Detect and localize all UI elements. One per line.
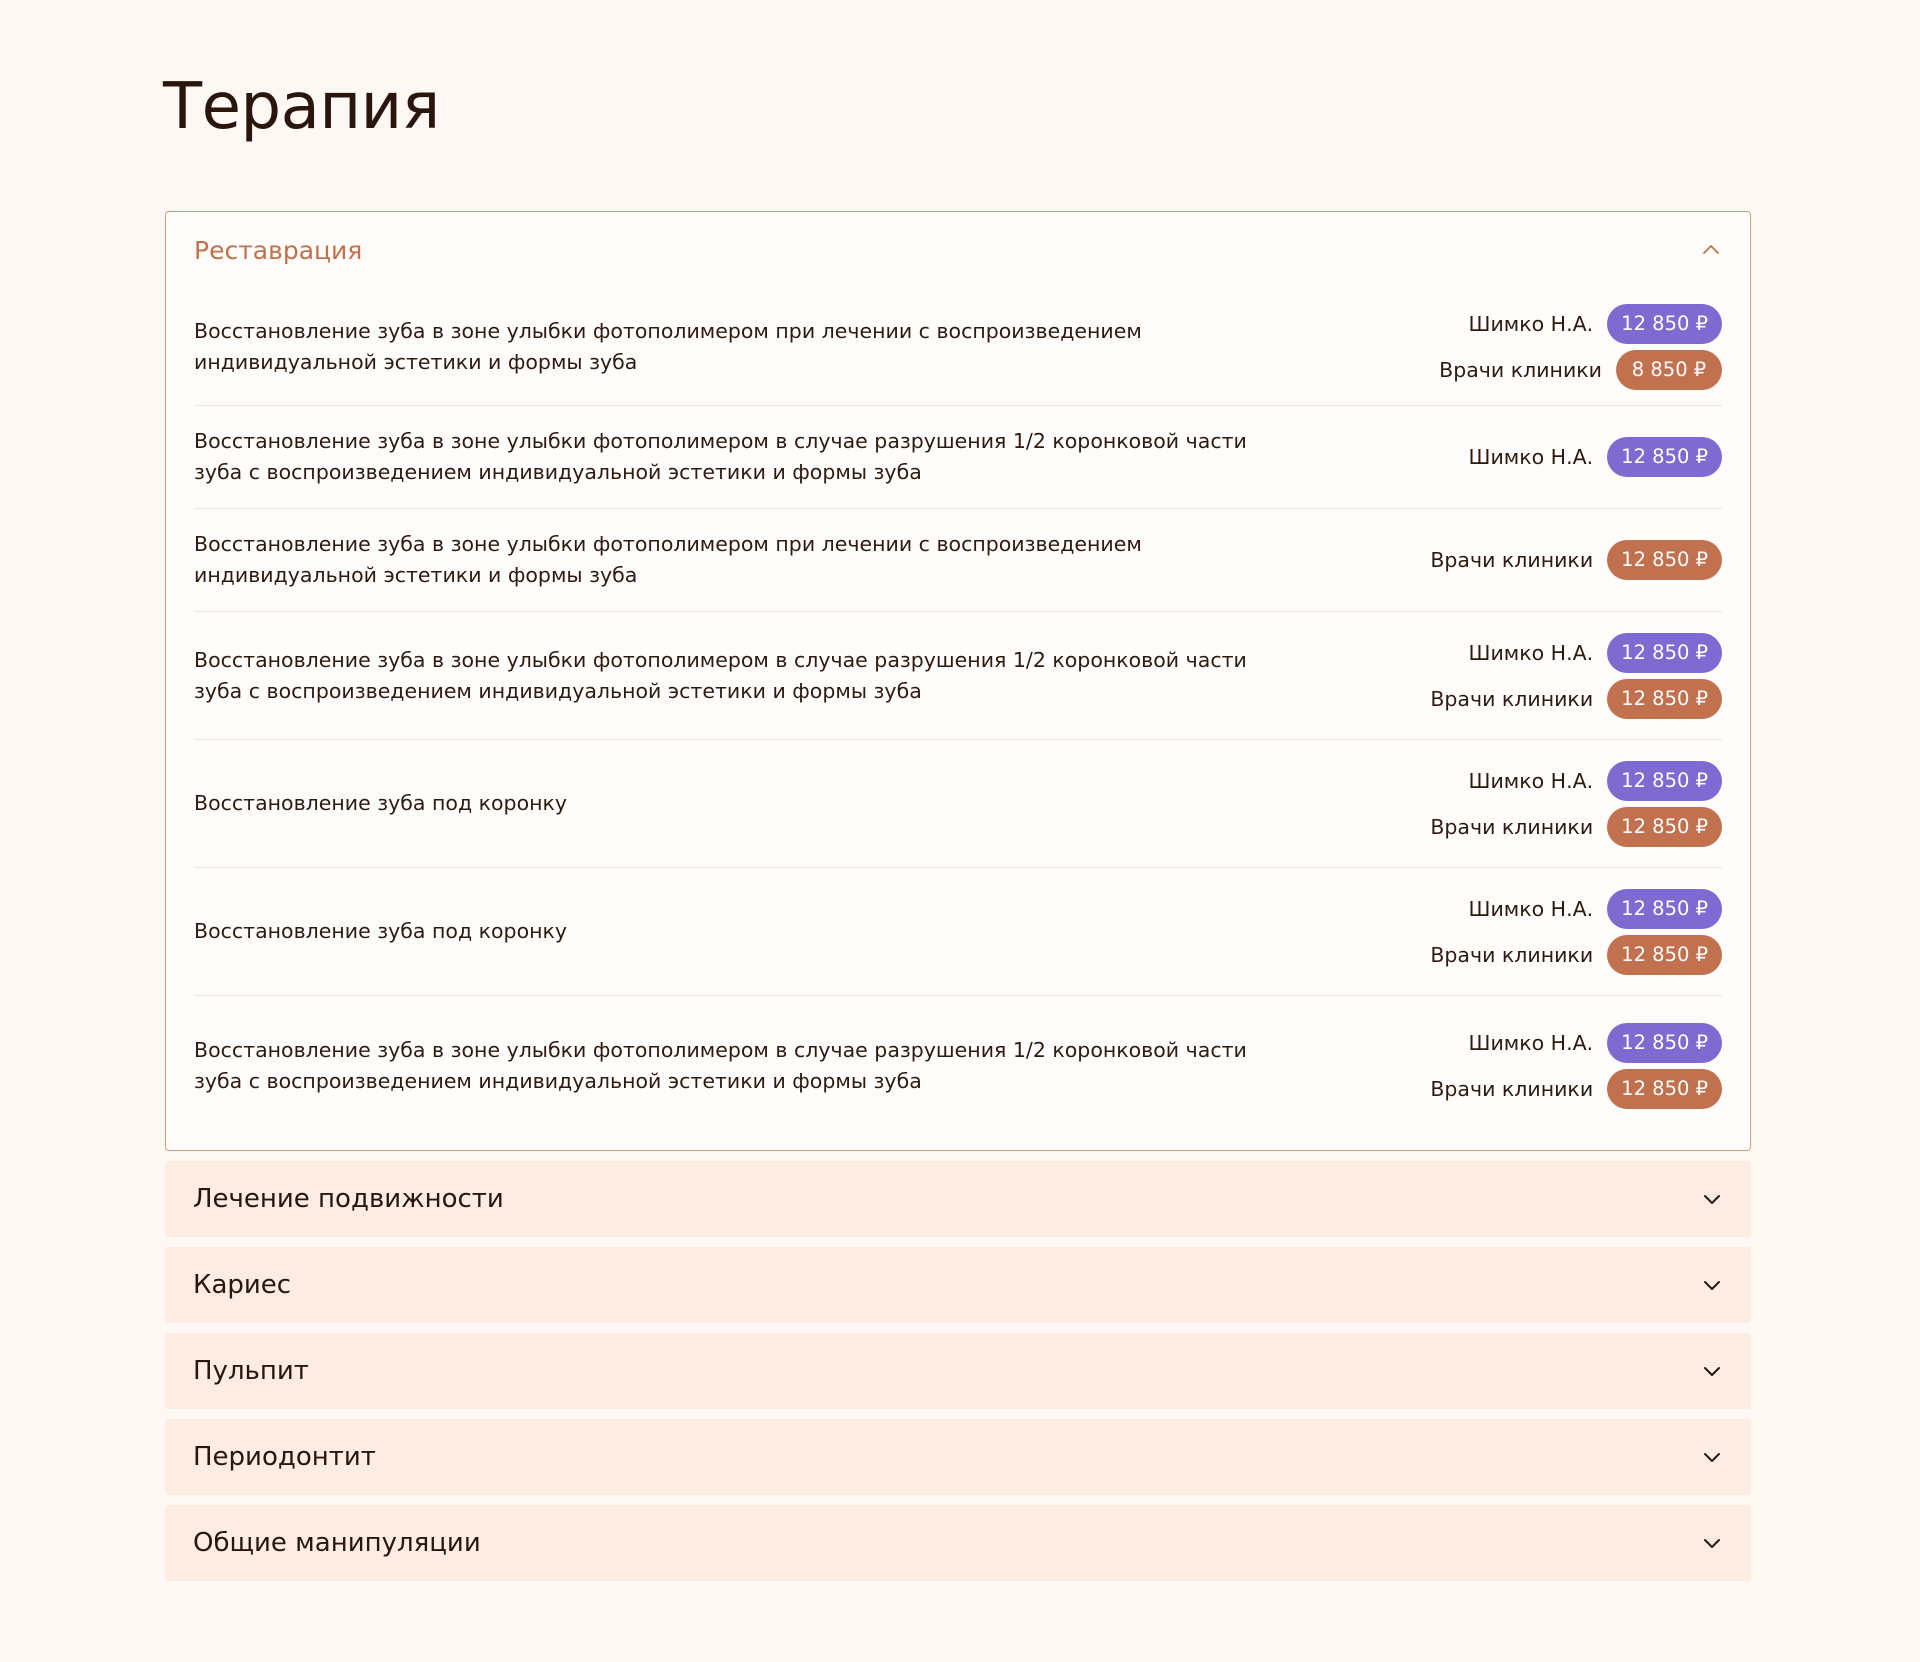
section-title: Пульпит — [193, 1356, 309, 1386]
price-badge: 12 850 ₽ — [1607, 679, 1722, 719]
page-title: Терапия — [163, 70, 440, 144]
price-badge: 8 850 ₽ — [1616, 350, 1722, 390]
service-row — [194, 740, 1722, 868]
service-row — [194, 406, 1722, 509]
price-line — [1430, 679, 1722, 719]
chevron-down-icon[interactable] — [1701, 1360, 1723, 1382]
section-header-collapsed[interactable] — [165, 1247, 1751, 1323]
service-description: Восстановление зуба в зоне улыбки фотополимером в случае разрушения 1/2 коронковой части зуба с воспроизведением индивидуальной эстетики и формы зуба — [194, 647, 1247, 703]
doctor-name: Врачи клиники — [1430, 814, 1594, 839]
doctor-name: Врачи клиники — [1430, 1077, 1594, 1101]
service-prices — [1430, 633, 1722, 719]
service-row — [194, 996, 1722, 1136]
section-restoration — [165, 211, 1751, 1151]
collapsed-sections — [165, 1161, 1751, 1581]
service-row — [194, 288, 1722, 406]
price-badge: 12 850 ₽ — [1607, 889, 1722, 929]
service-description: Восстановление зуба под коронку — [194, 791, 568, 815]
service-prices — [1430, 889, 1722, 975]
service-list — [194, 288, 1722, 1136]
price-badge: 12 850 ₽ — [1607, 1023, 1722, 1063]
price-badge: 12 850 ₽ — [1607, 437, 1722, 477]
chevron-down-icon[interactable] — [1701, 1532, 1723, 1554]
section-header-restoration[interactable] — [194, 212, 1722, 288]
price-badge: 12 850 ₽ — [1607, 761, 1722, 801]
service-prices — [1430, 540, 1722, 580]
price-line — [1469, 304, 1722, 344]
section-header-collapsed[interactable] — [165, 1505, 1751, 1581]
price-line — [1469, 1023, 1722, 1063]
price-badge: 12 850 ₽ — [1607, 540, 1722, 580]
section-header-collapsed[interactable] — [165, 1161, 1751, 1237]
service-prices — [1430, 761, 1722, 847]
service-description: Восстановление зуба в зоне улыбки фотополимером в случае разрушения 1/2 коронковой части зуба с воспроизведением индивидуальной эстетики и формы зуба — [194, 1038, 1247, 1093]
section-title: Общие манипуляции — [193, 1528, 481, 1558]
chevron-down-icon[interactable] — [1701, 1188, 1723, 1210]
doctor-name: Шимко Н.А. — [1468, 896, 1594, 921]
section-header-collapsed[interactable] — [165, 1333, 1751, 1409]
doctor-name: Врачи клиники — [1439, 357, 1602, 382]
services-accordion — [165, 211, 1751, 1581]
section-title: Кариес — [193, 1270, 292, 1300]
section-title: Реставрация — [194, 235, 363, 265]
chevron-down-icon[interactable] — [1701, 1446, 1723, 1468]
price-line — [1430, 935, 1722, 975]
price-badge: 12 850 ₽ — [1607, 807, 1722, 847]
service-description: Восстановление зуба в зоне улыбки фотополимером в случае разрушения 1/2 коронковой части зуба с воспроизведением индивидуальной эстетики и формы зуба — [194, 429, 1247, 484]
price-badge: 12 850 ₽ — [1607, 633, 1722, 673]
section-title: Лечение подвижности — [193, 1184, 504, 1214]
section-title: Периодонтит — [193, 1442, 376, 1472]
service-prices — [1430, 1023, 1722, 1109]
service-description: Восстановление зуба под коронку — [194, 919, 568, 943]
doctor-name: Шимко Н.А. — [1468, 768, 1594, 793]
price-line — [1439, 350, 1722, 390]
doctor-name: Врачи клиники — [1430, 548, 1594, 572]
section-header-collapsed[interactable] — [165, 1419, 1751, 1495]
doctor-name: Врачи клиники — [1430, 686, 1594, 711]
price-badge: 12 850 ₽ — [1607, 304, 1722, 344]
price-badge: 12 850 ₽ — [1607, 935, 1722, 975]
doctor-name: Врачи клиники — [1430, 942, 1594, 967]
price-line — [1430, 1069, 1722, 1109]
service-row — [194, 868, 1722, 996]
service-row — [194, 509, 1722, 612]
price-line — [1469, 437, 1722, 477]
price-badge: 12 850 ₽ — [1607, 1069, 1722, 1109]
service-description: Восстановление зуба в зоне улыбки фотополимером при лечении с воспроизведением индивидуальной эстетики и формы зуба — [194, 532, 1142, 587]
service-description: Восстановление зуба в зоне улыбки фотополимером при лечении с воспроизведением индивидуальной эстетики и формы зуба — [194, 318, 1142, 374]
price-line — [1469, 633, 1722, 673]
price-line — [1430, 807, 1722, 847]
doctor-name: Шимко Н.А. — [1468, 640, 1594, 665]
price-line — [1469, 761, 1722, 801]
service-prices — [1439, 304, 1722, 390]
doctor-name: Шимко Н.А. — [1468, 1031, 1594, 1055]
service-prices — [1469, 437, 1722, 477]
service-row — [194, 612, 1722, 740]
doctor-name: Шимко Н.А. — [1468, 311, 1594, 336]
doctor-name: Шимко Н.А. — [1468, 445, 1594, 469]
chevron-down-icon[interactable] — [1701, 1274, 1723, 1296]
price-line — [1469, 889, 1722, 929]
chevron-up-icon[interactable] — [1700, 239, 1722, 261]
price-line — [1430, 540, 1722, 580]
